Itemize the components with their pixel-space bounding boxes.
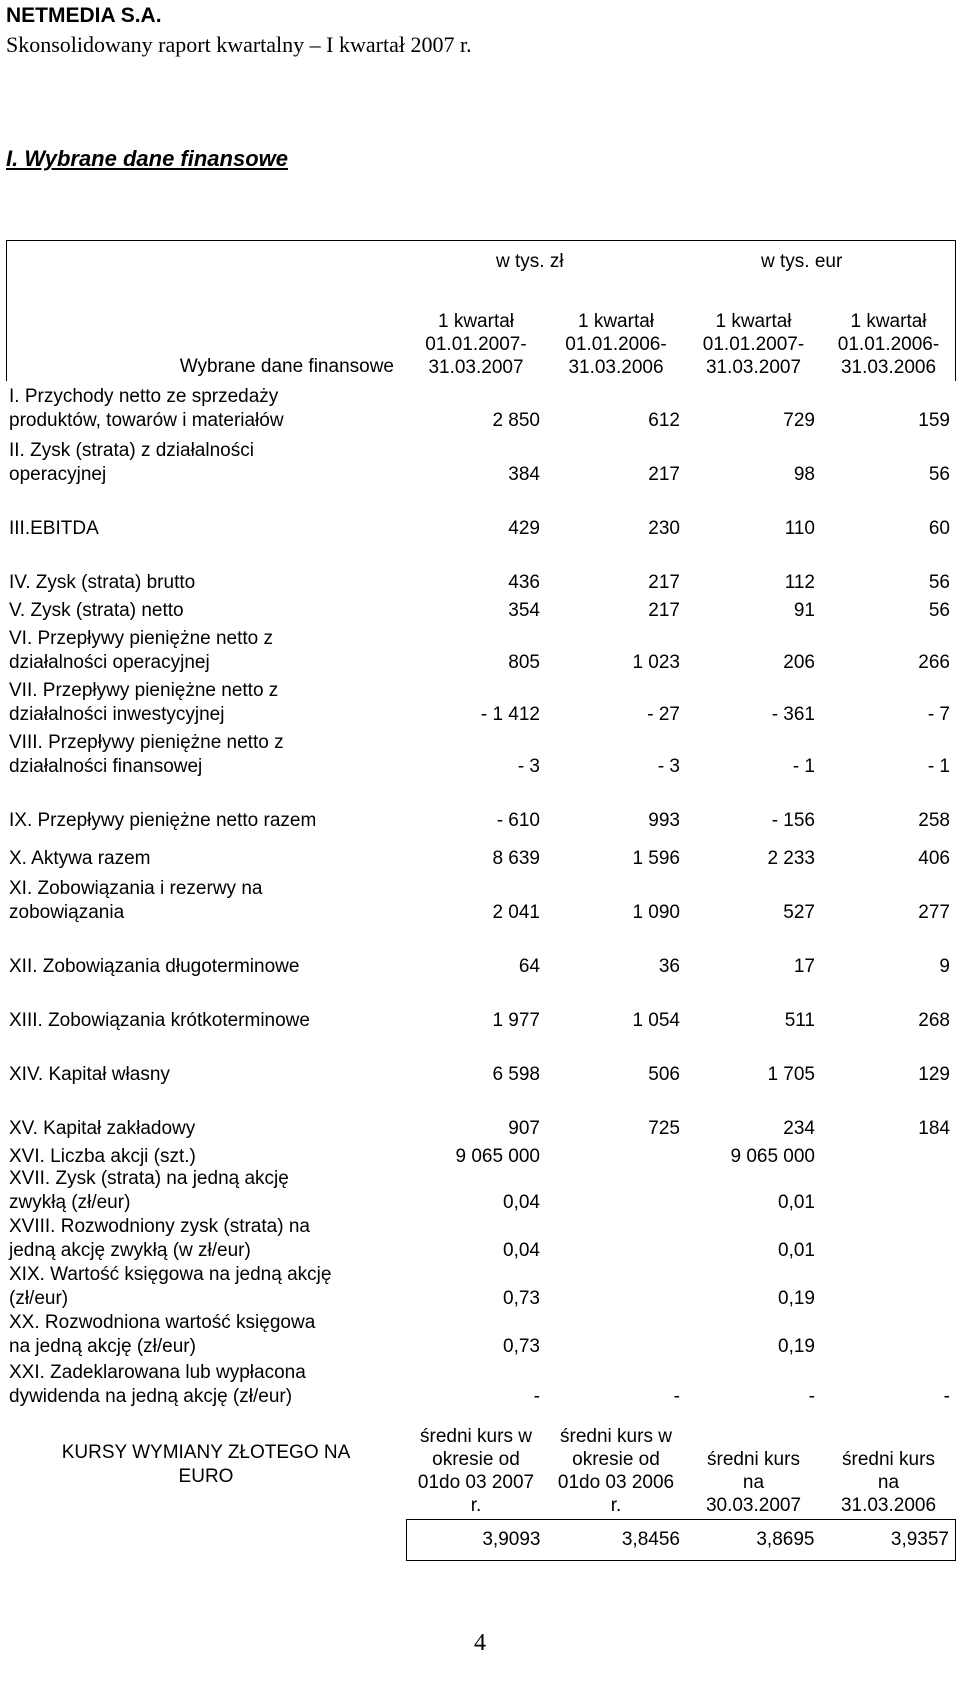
- row-value: 217: [648, 600, 680, 621]
- row-label: XIV. Kapitał własny: [9, 1064, 170, 1085]
- row-value: [821, 1263, 956, 1265]
- unit-eur: w tys. eur: [761, 251, 843, 272]
- table-row: [6, 781, 956, 835]
- table-row: [6, 435, 956, 489]
- column-header: 1 kwartał 01.01.2007- 31.03.2007: [702, 311, 805, 378]
- fx-column-header: średni kurs w okresie od 01do 03 2007 r.: [417, 1426, 535, 1516]
- row-value: 9 065 000: [455, 1146, 540, 1167]
- row-value: 0,01: [778, 1192, 815, 1213]
- row-value: -: [673, 1386, 680, 1407]
- row-value: 184: [918, 1118, 950, 1139]
- row-value: [546, 1169, 686, 1171]
- row-value: 2 850: [492, 410, 540, 431]
- row-value: 110: [784, 518, 815, 539]
- row-value: 64: [518, 956, 540, 977]
- row-value: 8 639: [492, 848, 540, 869]
- table-row: [6, 381, 956, 435]
- row-value: 2 041: [492, 902, 540, 923]
- row-value: 1 090: [632, 902, 680, 923]
- row-value: 56: [928, 600, 950, 621]
- row-value: 805: [508, 652, 540, 673]
- row-value: 1 705: [767, 1064, 815, 1085]
- row-label: IX. Przepływy pieniężne netto razem: [9, 810, 317, 831]
- row-value: 2 233: [767, 848, 815, 869]
- table-row: [6, 1168, 956, 1217]
- row-value: 527: [783, 902, 815, 923]
- row-value: 506: [648, 1064, 680, 1085]
- row-value: 98: [793, 464, 815, 485]
- row-value: 17: [793, 956, 815, 977]
- row-label: VI. Przepływy pieniężne netto z działalności operacyjnej: [9, 628, 274, 673]
- row-value: 0,73: [503, 1288, 540, 1309]
- table-row: [6, 1361, 956, 1411]
- unit-pln: w tys. zł: [496, 251, 564, 272]
- data-rows: [6, 381, 956, 1411]
- row-value: 511: [784, 1010, 815, 1031]
- row-value: 384: [508, 464, 540, 485]
- row-value: 91: [793, 600, 815, 621]
- label-column-header: Wybrane dane finansowe: [179, 356, 394, 377]
- row-value: 277: [918, 902, 950, 923]
- table-row: [6, 677, 956, 729]
- row-value: [546, 1311, 686, 1313]
- row-value: [821, 1359, 956, 1361]
- row-value: 354: [508, 600, 540, 621]
- row-value: 0,04: [503, 1240, 540, 1261]
- report-subtitle: Skonsolidowany raport kwartalny – I kwartał 2007 r.: [6, 32, 472, 57]
- row-value: 0,01: [778, 1240, 815, 1261]
- row-value: - 27: [647, 704, 680, 725]
- company-name: NETMEDIA S.A.: [6, 4, 162, 27]
- row-value: - 1: [792, 756, 815, 777]
- row-value: 907: [508, 1118, 540, 1139]
- table-header: [6, 240, 956, 381]
- row-value: 429: [508, 518, 540, 539]
- row-label: XI. Zobowiązania i rezerwy na zobowiązania: [9, 878, 263, 923]
- row-label: IV. Zysk (strata) brutto: [9, 572, 196, 593]
- row-value: 56: [928, 464, 950, 485]
- row-value: - 361: [771, 704, 815, 725]
- row-value: 1 596: [632, 848, 680, 869]
- column-header: 1 kwartał 01.01.2007- 31.03.2007: [425, 311, 527, 378]
- table-row: [6, 1217, 956, 1265]
- row-value: - 156: [771, 810, 815, 831]
- row-value: - 3: [657, 756, 680, 777]
- fx-row-header: [6, 1411, 956, 1519]
- row-value: - 1: [927, 756, 950, 777]
- row-label: II. Zysk (strata) z działalności operacyjnej: [9, 440, 254, 485]
- row-value: 725: [648, 1118, 680, 1139]
- fx-column-header: średni kurs na 30.03.2007: [705, 1449, 802, 1516]
- row-value: [821, 1311, 956, 1313]
- row-value: 0,73: [503, 1336, 540, 1357]
- fx-value: 3,8695: [756, 1529, 815, 1550]
- row-value: 1 023: [632, 652, 680, 673]
- table-row: [6, 729, 956, 781]
- fx-label: KURSY WYMIANY ZŁOTEGO NA EURO: [61, 1442, 351, 1487]
- row-label: VIII. Przepływy pieniężne netto z działalności finansowej: [9, 732, 284, 777]
- row-value: 60: [928, 518, 950, 539]
- table-row: [6, 1035, 956, 1089]
- table-row: [6, 927, 956, 981]
- row-value: 1 977: [492, 1010, 540, 1031]
- table-row: [6, 835, 956, 873]
- fx-value: 3,9093: [482, 1529, 541, 1550]
- row-value: 0,19: [778, 1336, 815, 1357]
- row-label: I. Przychody netto ze sprzedaży produktów, towarów i materiałów: [9, 386, 284, 431]
- row-label: XII. Zobowiązania długoterminowe: [9, 956, 300, 977]
- row-label: III.EBITDA: [9, 518, 99, 539]
- row-value: -: [943, 1386, 950, 1407]
- row-value: 230: [648, 518, 680, 539]
- row-value: 436: [508, 572, 540, 593]
- table-row: [6, 873, 956, 927]
- row-value: 0,19: [778, 1288, 815, 1309]
- column-header: 1 kwartał 01.01.2006- 31.03.2006: [837, 311, 940, 378]
- fx-column-header: średni kurs na 31.03.2006: [840, 1449, 937, 1516]
- row-value: - 1 412: [480, 704, 540, 725]
- row-value: [821, 1169, 956, 1171]
- row-value: 612: [648, 410, 680, 431]
- row-value: 112: [784, 572, 815, 593]
- table-row: [6, 1313, 956, 1361]
- row-value: 9 065 000: [730, 1146, 815, 1167]
- row-value: - 610: [496, 810, 540, 831]
- row-value: 1 054: [632, 1010, 680, 1031]
- row-value: 159: [918, 410, 950, 431]
- table-row: [6, 1265, 956, 1313]
- financial-table: [6, 240, 956, 1561]
- row-label: XXI. Zadeklarowana lub wypłacona dywidenda na jedną akcję (zł/eur): [9, 1362, 306, 1407]
- row-label: X. Aktywa razem: [9, 848, 151, 869]
- row-value: 206: [783, 652, 815, 673]
- fx-column-header: średni kurs w okresie od 01do 03 2006 r.: [557, 1426, 675, 1516]
- row-value: 266: [918, 652, 950, 673]
- row-value: - 7: [927, 704, 950, 725]
- row-value: 0,04: [503, 1192, 540, 1213]
- row-value: 56: [928, 572, 950, 593]
- row-value: -: [808, 1386, 815, 1407]
- section-title: I. Wybrane dane finansowe: [6, 146, 288, 171]
- row-value: [821, 1215, 956, 1217]
- row-value: - 3: [517, 756, 540, 777]
- row-value: 217: [648, 464, 680, 485]
- table-row: [6, 1089, 956, 1143]
- table-row: [6, 543, 956, 597]
- row-value: -: [533, 1386, 540, 1407]
- fx-values-row: [406, 1519, 956, 1561]
- row-label: XIX. Wartość księgowa na jedną akcję (zł/eur): [9, 1264, 332, 1309]
- page-number: 4: [474, 1630, 486, 1656]
- fx-value: 3,8456: [621, 1529, 680, 1550]
- row-label: VII. Przepływy pieniężne netto z działalności inwestycyjnej: [9, 680, 279, 725]
- row-value: 406: [918, 848, 950, 869]
- row-label: XVIII. Rozwodniony zysk (strata) na jedną akcję zwykłą (w zł/eur): [9, 1216, 310, 1261]
- row-value: 129: [918, 1064, 950, 1085]
- row-label: XIII. Zobowiązania krótkoterminowe: [9, 1010, 310, 1031]
- row-value: 268: [918, 1010, 950, 1031]
- table-row: [6, 597, 956, 625]
- row-value: 234: [783, 1118, 815, 1139]
- column-header: 1 kwartał 01.01.2006- 31.03.2006: [565, 311, 667, 378]
- row-value: 258: [918, 810, 950, 831]
- table-row: [6, 489, 956, 543]
- row-value: 9: [939, 956, 950, 977]
- row-value: [546, 1359, 686, 1361]
- row-label: XV. Kapitał zakładowy: [9, 1118, 196, 1139]
- row-value: 6 598: [492, 1064, 540, 1085]
- row-label: XX. Rozwodniona wartość księgowa na jedną akcję (zł/eur): [9, 1312, 316, 1357]
- row-value: 217: [648, 572, 680, 593]
- row-label: XVII. Zysk (strata) na jedną akcję zwykłą (zł/eur): [9, 1168, 289, 1213]
- row-value: [546, 1215, 686, 1217]
- row-value: 36: [658, 956, 680, 977]
- row-label: XVI. Liczba akcji (szt.): [9, 1146, 196, 1167]
- table-row: [6, 625, 956, 677]
- table-row: [6, 981, 956, 1035]
- fx-value: 3,9357: [890, 1529, 949, 1550]
- row-value: 993: [648, 810, 680, 831]
- row-label: V. Zysk (strata) netto: [9, 600, 184, 621]
- row-value: [546, 1263, 686, 1265]
- row-value: 729: [783, 410, 815, 431]
